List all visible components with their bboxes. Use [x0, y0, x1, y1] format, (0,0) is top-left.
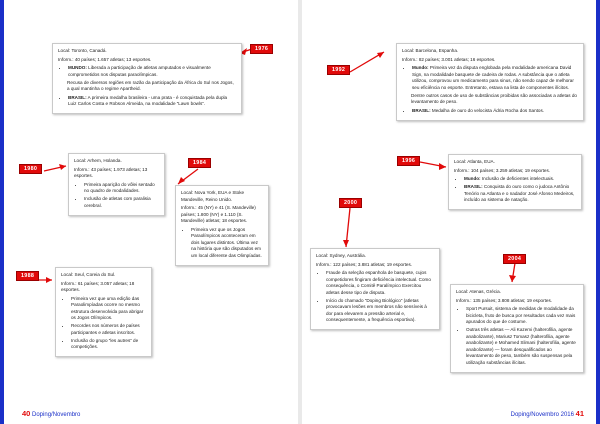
page-number-right: 41: [575, 409, 584, 418]
timeline-card-1992: [396, 43, 584, 121]
left-footer: [22, 409, 80, 418]
info-label: Inform.: 104 países; 3.259 atletas; 19 esportes.: [454, 167, 551, 173]
fact-text: Inclusão de deficientes intelectuais.: [480, 176, 555, 182]
year-badge-1976: 1976: [250, 44, 273, 54]
footer-title-right: Doping/Novembro 2016: [510, 412, 574, 418]
fact-text: Recusa de diversos regiões em razão da participação da África do Sul nos Jogos, a qual mantinha o regime Apartheid.: [67, 79, 234, 92]
info-label: Inform.: 40 países; 1.657 atletas; 13 esportes.: [58, 56, 152, 62]
fact-list: [74, 182, 159, 210]
fact-head: BRASIL:: [68, 94, 87, 100]
fact-item: [412, 65, 578, 91]
fact-item: [412, 108, 578, 115]
location-label: Local: Atenas, Grécia.: [456, 289, 501, 294]
year-badge-1992: 1992: [327, 65, 350, 75]
fact-list: [402, 108, 578, 115]
info-label: Inform.: 45 (NY) e 41 (S. Mandeville) países; 1.800 (NY) e 1.110 (S. Mandeville) atletas; 18 esportes.: [181, 205, 256, 224]
fact-item: • Fraude da seleção espanhola de basquete, cujos competidores fingiram deficiência intelectual. Como consequência, o Comitê Paralímpico Exercitou atletas desse tipo de disputa.: [326, 270, 434, 296]
fact-list: [316, 270, 434, 324]
fact-item: • Sport Pursuit, sistema de medidas de modalidade da bicicleta, fruto de busca por resultados cada vez mais apurados do que de costume.: [466, 306, 578, 326]
timeline-card-1996: [448, 154, 582, 210]
info-label: Inform.: 122 países; 3.881 atletas; 19 esportes.: [316, 261, 413, 267]
year-badge-1988: 1988: [16, 271, 39, 281]
fact-head: MUNDO:: [68, 65, 87, 71]
fact-text: Liberada a participação de atletas amputados e visualmente comprometidos nos disputas paraolímpicas.: [68, 65, 211, 77]
page-number-left: 40: [22, 409, 31, 418]
timeline-card-1980: [68, 153, 165, 216]
timeline-card-2000: [310, 248, 440, 330]
fact-item: • Primeira vez que os Jogos Paraolímpicos aconteceram em dois lugares distintos. Última vez na história que são disputados em um local diferente das Olimpíadas.: [191, 227, 263, 260]
fact-item: • Recordes nos números de países participantes e atletas inscritos.: [71, 323, 146, 336]
fact-item: • Primeira aparição do vôlei sentado no quadro de modalidades.: [84, 182, 159, 195]
fact-list: [454, 176, 576, 204]
fact-list: [402, 65, 578, 91]
fact-text: A primeira medalha brasileira - uma prata - é conquistada pela dupla Luiz Carlos Costa e Robson Almeida, na modalidade “Lawn bowls”.: [68, 94, 228, 107]
fact-text: Primeira vez da disputa englobada pela modalidade americana David Sign, na modalidade basquete de cadeira de rodas. A substância que o atleta utilizou, comprovou um medicamento para sinus, não sendo capaz de melhorar seu eficiência no esporte. Entretanto, estava na lista de componentes ilícitos.: [412, 65, 574, 90]
fact-item: [68, 95, 236, 108]
fact-paragraph: Dentre outros casos de uso de substâncias proibidas são associadas a atletas do levantamento de peso.: [411, 92, 577, 105]
info-label: Inform.: 82 países; 3.001 atletas; 16 esportes.: [402, 56, 496, 62]
fact-item: • Início do chamado “Doping Biológico” (atletas provocavam lesões em membros não sensíveis à dor para elevarem a pressão arterial e, consequentemente, a frequência esportiva).: [326, 298, 434, 324]
footer-title-left: Doping/Novembro: [32, 412, 81, 418]
timeline-card-1988: [55, 267, 152, 357]
fact-item: • Inclusão de atletas com paralisia cerebral.: [84, 196, 159, 209]
year-badge-1980: 1980: [19, 164, 42, 174]
info-label: Inform.: 135 países; 3.808 atletas; 19 esportes.: [456, 297, 553, 303]
fact-head: Mundo:: [412, 65, 429, 71]
year-badge-2004: 2004: [503, 254, 526, 264]
info-label: Inform.: 61 países; 3.057 atletas; 18 esportes.: [61, 280, 135, 293]
fact-paragraph: [58, 80, 236, 93]
fact-list: [61, 296, 146, 351]
fact-list: [58, 95, 236, 108]
location-label: Local: Arhem, Holanda.: [74, 158, 122, 163]
fact-head: BRASIL:: [412, 107, 431, 113]
fact-text: Conquista do ouro como o judoca Antônio Tenório na Atlanta e o nadador José Afonso Medeiros, incluído ao sistema de natação.: [464, 184, 575, 203]
timeline-card-1984: [175, 185, 269, 266]
year-badge-1984: 1984: [188, 158, 211, 168]
fact-item: [464, 176, 576, 183]
location-label: Local: Nova York, EUA e Stoke Mandeville, Reino Unido.: [181, 190, 245, 202]
info-label: Inform.: 43 países; 1.973 atletas; 13 esportes.: [74, 166, 148, 179]
fact-head: Mundo:: [464, 176, 481, 182]
fact-item: • Outras três atletas — Ali Kazemi (halterofilia, agente anabolizante), Mariusz Tomasz (halterofilia, agente anabolizante) e Mohamed Slimani (halterofilia, agente anabolizante) — foram desqualificados ao levantamento de peso, também são suspensas pela utilização substâncias ilícitas.: [466, 327, 578, 366]
location-label: Local: Toronto, Canadá.: [58, 48, 107, 53]
timeline-card-1976: [52, 43, 242, 114]
fact-list: [456, 306, 578, 366]
year-badge-2000: 2000: [339, 198, 362, 208]
fact-head: BRASIL:: [464, 184, 483, 190]
location-label: Local: Atlanta, EUA.: [454, 159, 495, 164]
location-label: Local: Seul, Coreia do Sul.: [61, 272, 116, 277]
fact-item: [464, 184, 576, 204]
fact-item: • Primeira vez que uma edição das Paraolimpíadas ocorre no mesmo estrutura desenvolvida para abrigar os Jogos Olímpicos.: [71, 296, 146, 322]
fact-item: [68, 65, 236, 78]
timeline-card-2004: [450, 284, 584, 373]
right-footer: [511, 409, 584, 418]
fact-item: • Inclusão do grupo “les autres” de competições.: [71, 338, 146, 351]
location-label: Local: Sydney, Austrália.: [316, 253, 366, 258]
fact-text: Medalha de ouro do velocista Ádria Rocha dos Santos.: [430, 107, 545, 113]
location-label: Local: Barcelona, Espanha.: [402, 48, 459, 53]
fact-list: [58, 65, 236, 78]
fact-list: [181, 227, 263, 260]
year-badge-1996: 1996: [397, 156, 420, 166]
